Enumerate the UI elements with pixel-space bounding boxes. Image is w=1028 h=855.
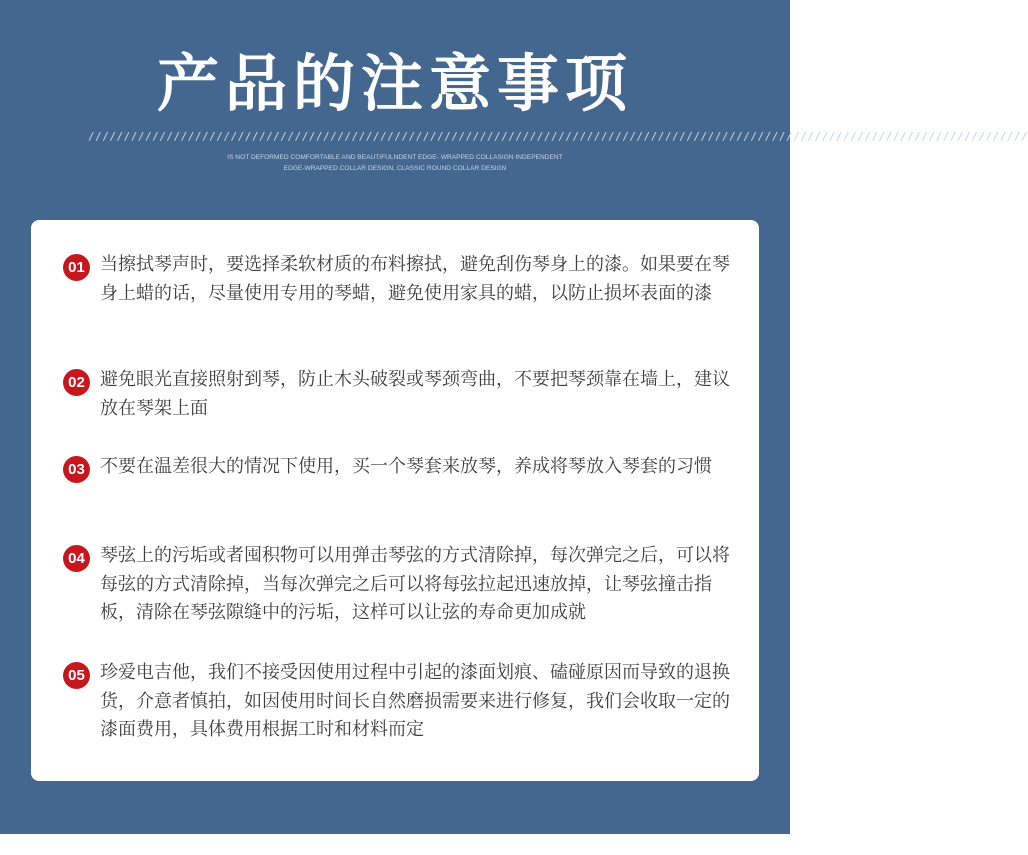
item-text: 不要在温差很大的情况下使用，买一个琴套来放琴，养成将琴放入琴套的习惯 xyxy=(100,456,712,477)
subtitle-line-1: IS NOT DEFORMED COMFORTABLE AND BEAUTIFULNDENT EDGE- WRAPPED COLLASIGN INDEPENDENT xyxy=(227,154,563,161)
subtitle-line-2: EDGE-WRAPPED COLLAR DESIGN, CLASSIC ROUND COLLAR DESIGN xyxy=(283,165,507,172)
item-number-badge: 03 xyxy=(63,456,90,483)
item-number-badge: 02 xyxy=(63,369,90,396)
decorative-slash-line: //////////////////////////////////////////////////////////////////////////////////////////////////////////////////////////////////// xyxy=(88,130,1028,143)
notice-card xyxy=(31,220,759,781)
item-text: 珍爱电吉他，我们不接受因使用过程中引起的漆面划痕、磕碰原因而导致的退换货，介意者慎拍，如因使用时间长自然磨损需要来进行修复，我们会收取一定的漆面费用，具体费用根据工时和材料而定 xyxy=(100,662,730,740)
item-number-badge: 01 xyxy=(63,254,90,281)
item-number-badge: 04 xyxy=(63,545,90,572)
item-text: 当擦拭琴声时，要选择柔软材质的布料擦拭，避免刮伤琴身上的漆。如果要在琴身上蜡的话，尽量使用专用的琴蜡，避免使用家具的蜡，以防止损坏表面的漆 xyxy=(100,254,730,304)
page-title: 产品的注意事项 xyxy=(156,47,633,120)
item-text: 避免眼光直接照射到琴，防止木头破裂或琴颈弯曲，不要把琴颈靠在墙上，建议放在琴架上面 xyxy=(100,369,730,419)
item-text: 琴弦上的污垢或者囤积物可以用弹击琴弦的方式清除掉，每次弹完之后，可以将每弦的方式清除掉，当每次弹完之后可以将每弦拉起迅速放掉，让琴弦撞击指板，清除在琴弦隙缝中的污垢，这样可以让弦的寿命更加成就 xyxy=(100,545,730,623)
item-number-badge: 05 xyxy=(63,662,90,689)
